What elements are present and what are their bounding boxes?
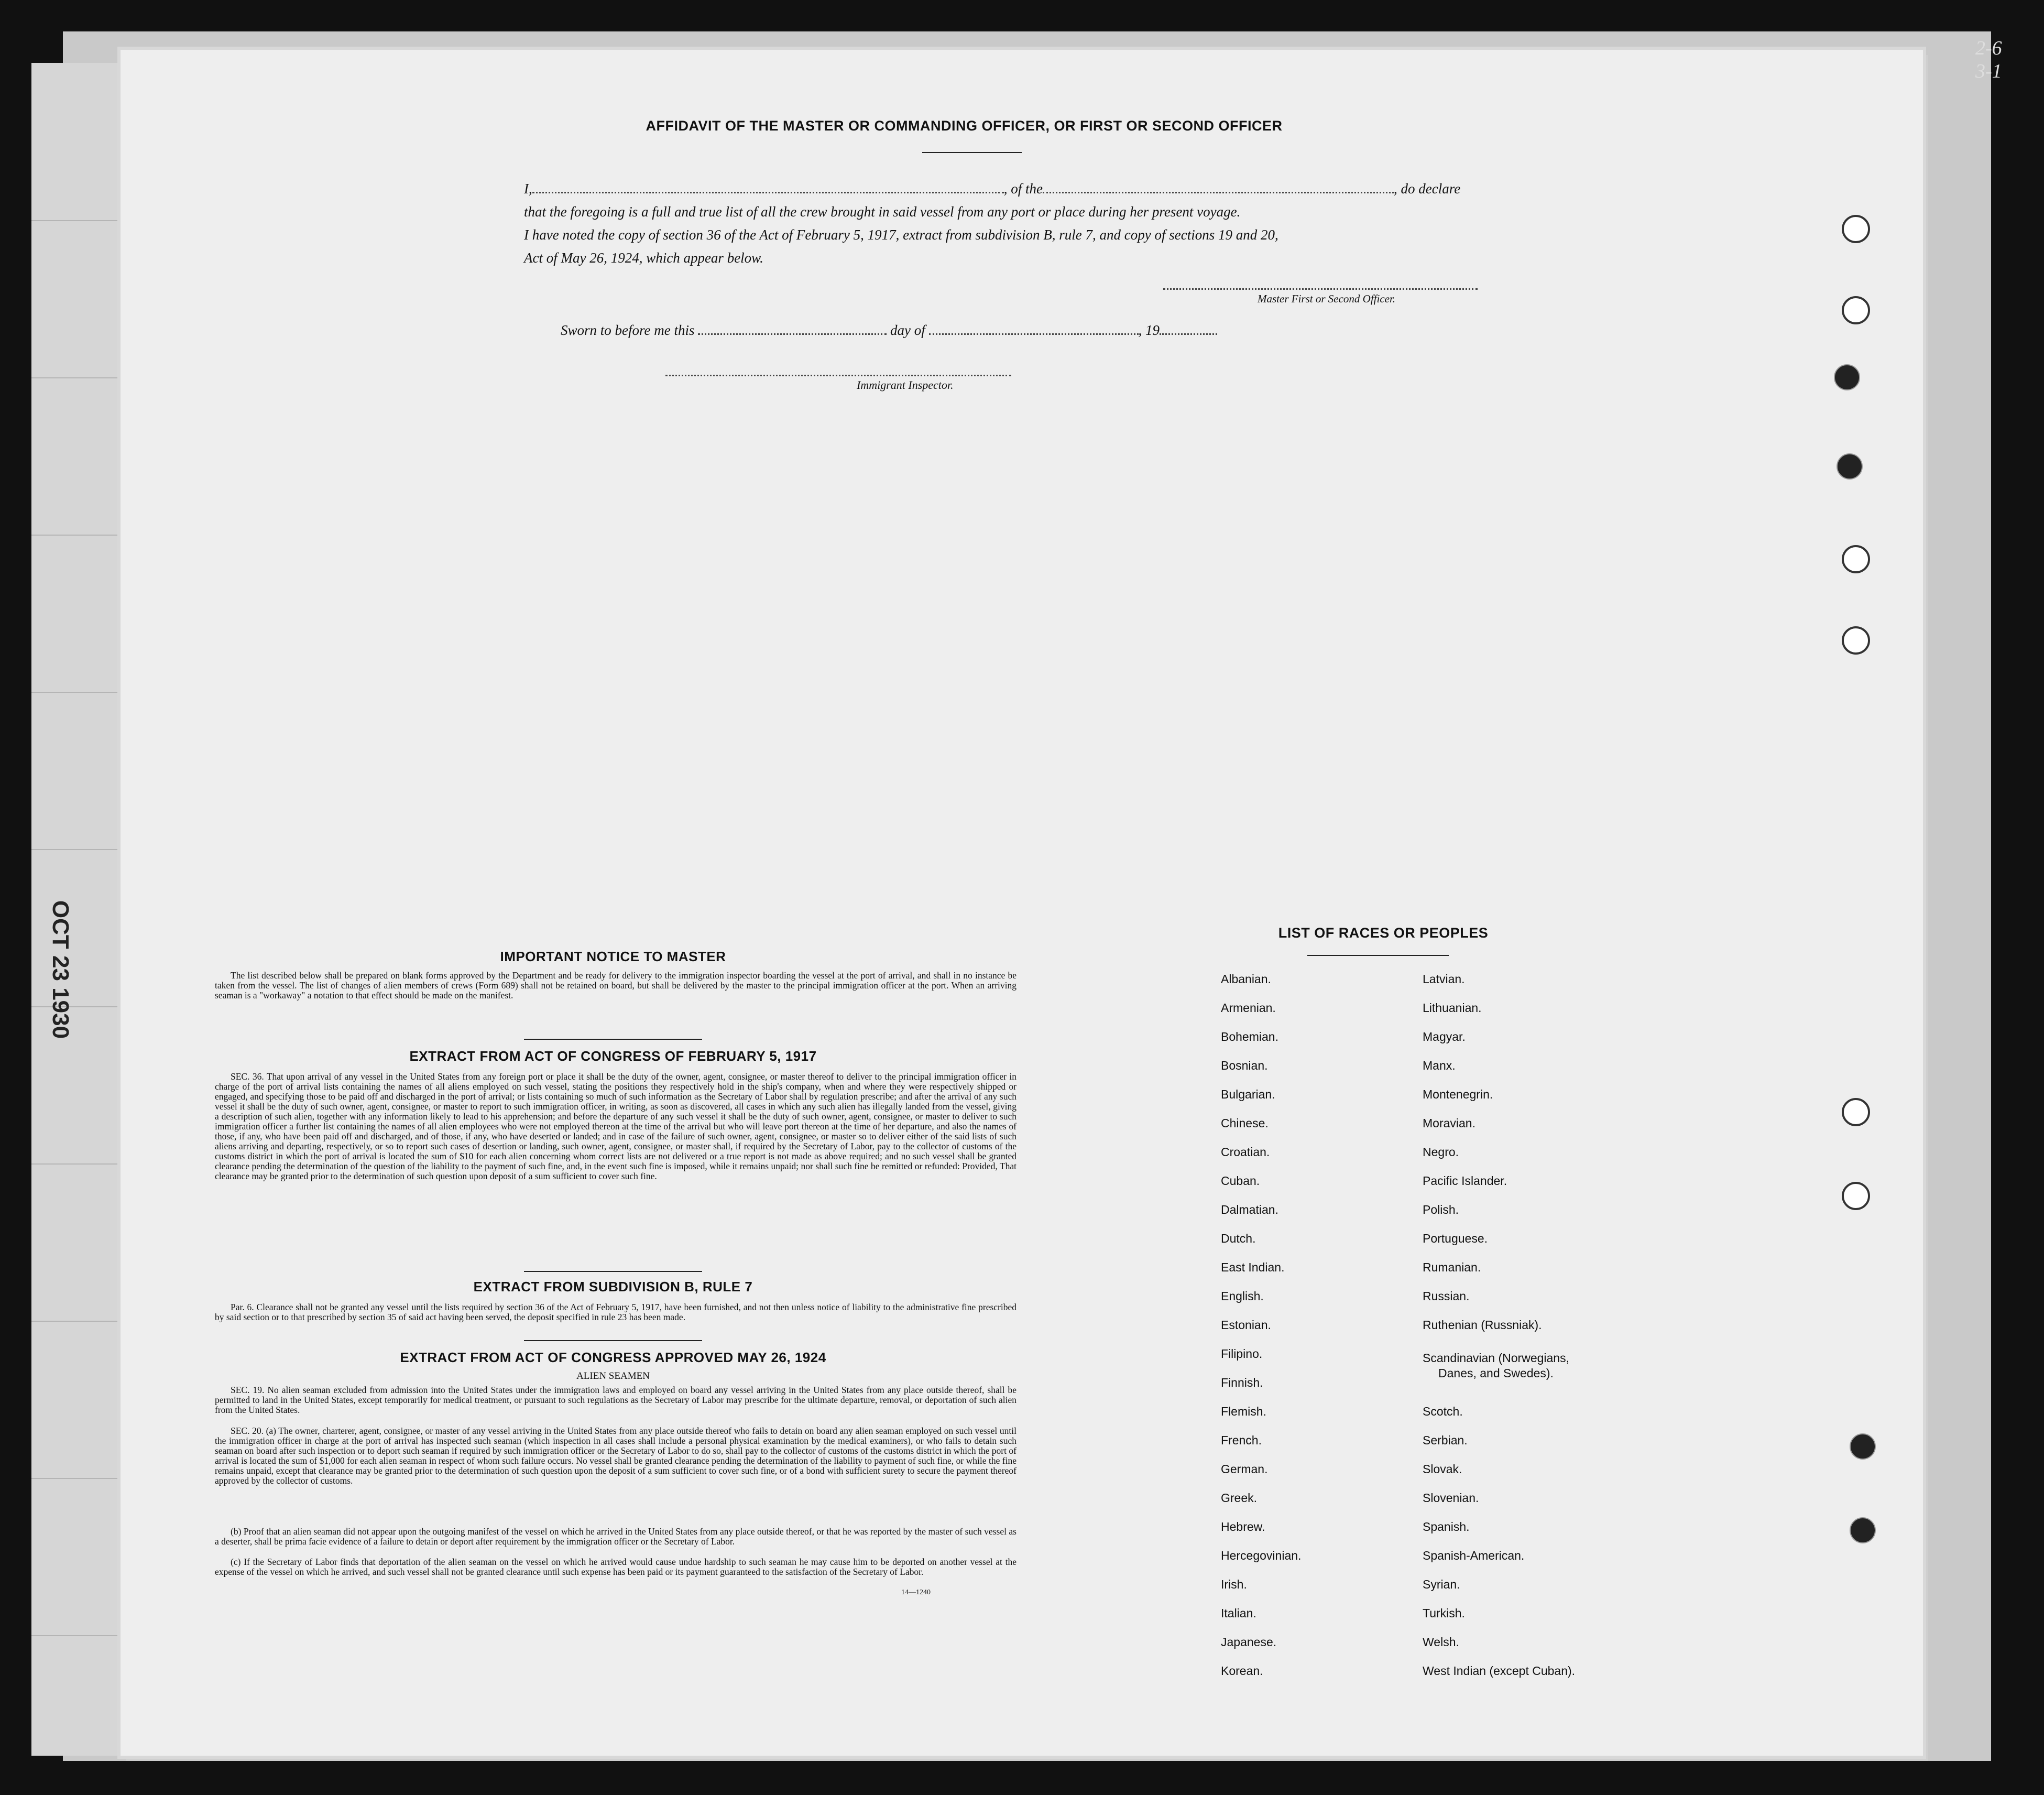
- race-item: Korean.: [1221, 1664, 1263, 1678]
- race-item: Slovak.: [1423, 1462, 1462, 1476]
- race-item: Manx.: [1423, 1059, 1456, 1072]
- divider: [524, 1340, 702, 1341]
- race-item: Italian.: [1221, 1606, 1256, 1620]
- race-item: Welsh.: [1423, 1635, 1459, 1649]
- race-item: Negro.: [1423, 1145, 1459, 1159]
- race-item: Bosnian.: [1221, 1059, 1268, 1072]
- race-item: Syrian.: [1423, 1578, 1460, 1591]
- divider: [524, 1271, 702, 1272]
- race-item: East Indian.: [1221, 1260, 1285, 1274]
- form-number: 14—1240: [901, 1589, 931, 1596]
- race-item: Scandinavian (Norwegians,: [1423, 1351, 1569, 1365]
- race-item: Slovenian.: [1423, 1491, 1479, 1505]
- race-item: Albanian.: [1221, 972, 1271, 986]
- race-item: Filipino.: [1221, 1347, 1263, 1361]
- race-item: Polish.: [1423, 1203, 1459, 1216]
- race-item: Japanese.: [1221, 1635, 1277, 1649]
- race-item: Irish.: [1221, 1578, 1247, 1591]
- punch-hole: [1850, 1517, 1876, 1543]
- divider: [1307, 955, 1449, 956]
- sec20b-body: (b) Proof that an alien seaman did not appear upon the outgoing manifest of the vessel on which he arrived in the United States from any place outside thereof, or that he was reported by the master of such vessel as a deserter, shall be prima facie evidence of a failure to detain or deport after requirement by the immigration officer or the Secretary of Labor.: [215, 1526, 1016, 1547]
- race-item: Pacific Islander.: [1423, 1174, 1507, 1188]
- extract-1917-title: EXTRACT FROM ACT OF CONGRESS OF FEBRUARY 5, 1917: [409, 1048, 817, 1064]
- master-signature-line: [1163, 288, 1478, 290]
- race-item: Serbian.: [1423, 1433, 1468, 1447]
- punch-hole: [1842, 626, 1870, 655]
- race-item: Ruthenian (Russniak).: [1423, 1318, 1542, 1332]
- race-item: Montenegrin.: [1423, 1087, 1493, 1101]
- notice-title: IMPORTANT NOTICE TO MASTER: [500, 949, 726, 964]
- race-item: Croatian.: [1221, 1145, 1270, 1159]
- punch-hole: [1842, 215, 1870, 243]
- race-item: Moravian.: [1423, 1116, 1475, 1130]
- race-item: West Indian (except Cuban).: [1423, 1664, 1576, 1678]
- race-item: Estonian.: [1221, 1318, 1271, 1332]
- race-item: Greek.: [1221, 1491, 1258, 1505]
- punch-hole: [1837, 453, 1863, 480]
- race-item: Lithuanian.: [1423, 1001, 1482, 1015]
- corner-note: 2-6 3-1: [1975, 37, 2002, 82]
- race-item: Rumanian.: [1423, 1260, 1481, 1274]
- sec19-body: SEC. 19. No alien seaman excluded from admission into the United States under the immigration laws and employed on board any vessel arriving in the United States from any place outside thereof, shall be permitted to land in the United States, except temporarily for medical treatment, or pursuant to such regulations as the Secretary of Labor may prescribe for the ultimate departure, removal, or deportation of such alien from the United States.: [215, 1385, 1016, 1415]
- punch-hole: [1850, 1433, 1876, 1460]
- race-item: Scotch.: [1423, 1405, 1463, 1418]
- race-item: Bohemian.: [1221, 1030, 1278, 1043]
- race-item: English.: [1221, 1289, 1264, 1303]
- race-item: Dalmatian.: [1221, 1203, 1278, 1216]
- race-item: Bulgarian.: [1221, 1087, 1275, 1101]
- master-signature-label: Master First or Second Officer.: [1258, 292, 1396, 305]
- affidavit-line3: I have noted the copy of section 36 of the Act of February 5, 1917, extract from subdivision B, rule 7, and copy of sections 19 and 20,: [524, 227, 1278, 243]
- manifest-page: [121, 50, 1923, 1756]
- sec20a-body: SEC. 20. (a) The owner, charterer, agent, consignee, or master of any vessel arriving in the United States from any place outside thereof who fails to detain on board any alien seaman employed on such vessel until the immigration officer in charge at the port of arrival has inspected such seaman (which inspection in all cases shall include a personal physical examination by the medical examiners), or who fails to detain such seaman on board after such inspection or to deport such seaman if required by such immigration officer or the Secretary of Labor to do so, shall pay to the collector of customs of the customs district in which the port of arrival is located the sum of $1,000 for each alien seaman in respect of whom such failure occurs. No vessel shall be granted clearance pending the determination of the liability to payment of such fine, or while the fine remains unpaid, except that clearance may be granted prior to the determination of such question upon the deposit of a sum sufficient to cover such fine, or of a bond with sufficient surety to secure the payment thereof approved by the collector of customs.: [215, 1426, 1016, 1486]
- affidavit-line2: that the foregoing is a full and true list of all the crew brought in said vessel from any port or place during her present voyage.: [524, 204, 1241, 220]
- race-item: Armenian.: [1221, 1001, 1276, 1015]
- divider: [524, 1039, 702, 1040]
- race-item: Hebrew.: [1221, 1520, 1265, 1533]
- punch-hole: [1842, 1098, 1870, 1126]
- race-item: Spanish.: [1423, 1520, 1470, 1533]
- extract-1924-subtitle: ALIEN SEAMEN: [576, 1370, 650, 1381]
- date-stamp: OCT 23 1930: [48, 900, 73, 1039]
- race-item: Latvian.: [1423, 972, 1465, 986]
- sec20c-body: (c) If the Secretary of Labor finds that deportation of the alien seaman on the vessel on which he arrived would cause undue hardship to such seaman he may cause him to be deported on another vessel at the expense of the vessel on which he arrived, and such vessel shall not be granted clearance until such expense has been paid or its payment guaranteed to the satisfaction of the Secretary of Labor.: [215, 1557, 1016, 1577]
- race-item: Portuguese.: [1423, 1232, 1488, 1245]
- notice-body: The list described below shall be prepared on blank forms approved by the Department and be ready for delivery to the immigration inspector boarding the vessel at the port of arrival, and shall in no instance be taken from the vessel. The list of changes of alien members of crews (Form 689) shall not be retained on board, but shall be delivered by the master to the principal immigration officer at the port. When an arriving seaman is a "workaway" a notation to that effect should be made on the manifest.: [215, 970, 1016, 1000]
- extract-1924-title: EXTRACT FROM ACT OF CONGRESS APPROVED MAY 26, 1924: [400, 1350, 826, 1365]
- race-item: Magyar.: [1423, 1030, 1466, 1043]
- punch-hole: [1834, 364, 1860, 390]
- extract-1917-body: SEC. 36. That upon arrival of any vessel in the United States from any foreign port or place it shall be the duty of the owner, agent, consignee, or master thereof to deliver to the principal immigration officer in charge of the port of arrival lists containing the names of all aliens employed on such vessel, stating the positions they respectively hold in the ship's company, when and where they were respectively shipped or engaged, and specifying those to be paid off and discharged in the port of arrival; or lists containing so much of such information as the Secretary of Labor shall by regulation prescribe; and after the arrival of any such vessel it shall be the duty of such owner, agent, consignee, or master to report to such immigration officer, in writing, as soon as discovered, all cases in which any such alien has illegally landed from the vessel, giving a description of such alien, together with any information likely to lead to his apprehension; and before the departure of any such vessel it shall be the duty of such owner, agent, consignee, or master to deliver to such immigration officer a further list containing the names of all alien employees who were not employed thereon at the time of the arrival but who will leave port thereon at the time of her departure, and also the names of those, if any, who have been paid off and discharged, and of those, if any, who have deserted or landed; and in case of the failure of such owner, agent, consignee, or master so to deliver either of the said lists of such aliens arriving and departing, respectively, or so to report such cases of desertion or landing, such owner, agent, consignee, or master shall, if required by the Secretary of Labor, pay to the collector of customs of the customs district in which the port of arrival is located the sum of $10 for each alien concerning whom correct lists are not delivered or a true report is not made as above required; and no such vessel shall be granted clearance pending the determination of the question of the liability to the payment of such fine, and, in the event such fine is imposed, while it remains unpaid; nor shall such fine be remitted or refunded: Provided, That clearance may be granted prior to the determination of such question upon deposit of a sum sufficient to cover such fine.: [215, 1071, 1016, 1181]
- race-item: Danes, and Swedes).: [1438, 1366, 1554, 1380]
- race-item: Chinese.: [1221, 1116, 1269, 1130]
- race-item: Turkish.: [1423, 1606, 1465, 1620]
- races-title: LIST OF RACES OR PEOPLES: [1278, 925, 1489, 941]
- inspector-label: Immigrant Inspector.: [857, 378, 954, 391]
- race-item: Flemish.: [1221, 1405, 1266, 1418]
- affidavit-line4: Act of May 26, 1924, which appear below.: [524, 250, 763, 266]
- race-item: Russian.: [1423, 1289, 1470, 1303]
- race-item: German.: [1221, 1462, 1268, 1476]
- race-item: Finnish.: [1221, 1376, 1263, 1389]
- punch-hole: [1842, 545, 1870, 573]
- race-item: Spanish-American.: [1423, 1549, 1525, 1562]
- rule7-body: Par. 6. Clearance shall not be granted any vessel until the lists required by section 36 of the Act of February 5, 1917, have been furnished, and not then unless notice of liability to the administrative fine prescribed by said section or to that prescribed by section 35 of said act having been served, the deposit specified in rule 23 has been made.: [215, 1302, 1016, 1322]
- race-item: Cuban.: [1221, 1174, 1260, 1188]
- rule7-title: EXTRACT FROM SUBDIVISION B, RULE 7: [473, 1279, 753, 1294]
- race-item: French.: [1221, 1433, 1262, 1447]
- race-item: Dutch.: [1221, 1232, 1256, 1245]
- affidavit-line1: I, , of the , do declare: [524, 181, 1461, 197]
- punch-hole: [1842, 296, 1870, 324]
- sworn-line: Sworn to before me this day of , 19: [561, 322, 1217, 339]
- inspector-signature-line: [665, 375, 1011, 376]
- affidavit-title: AFFIDAVIT OF THE MASTER OR COMMANDING OFFICER, OR FIRST OR SECOND OFFICER: [646, 118, 1283, 134]
- race-item: Hercegovinian.: [1221, 1549, 1302, 1562]
- punch-hole: [1842, 1182, 1870, 1210]
- title-rule: [922, 152, 1022, 153]
